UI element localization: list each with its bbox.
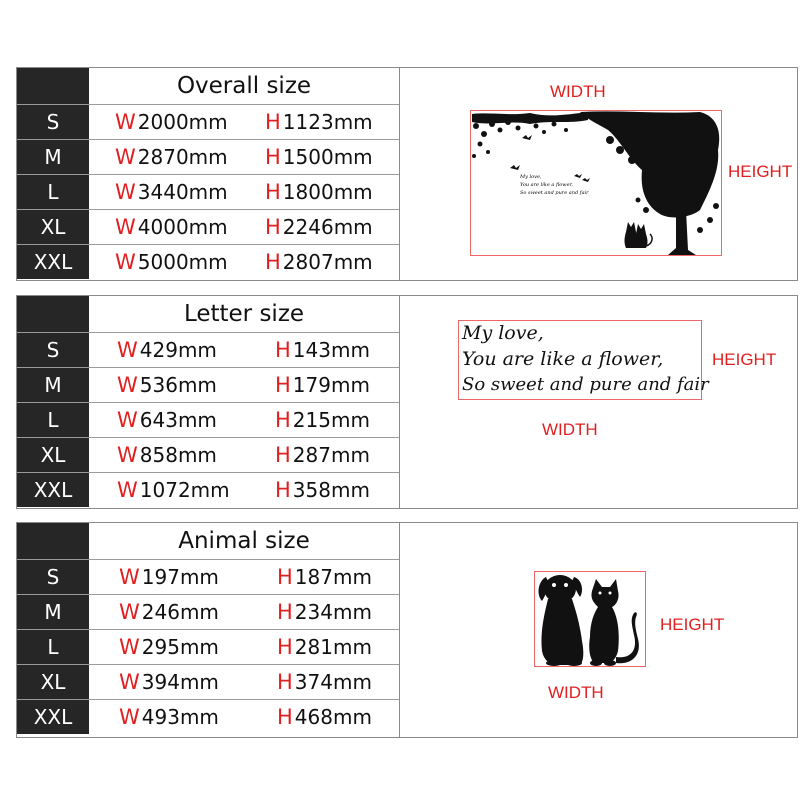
height-letter: H <box>265 180 281 204</box>
table-row <box>17 244 399 279</box>
size-label: M <box>17 140 89 174</box>
height-letter: H <box>277 670 293 694</box>
height-label: HEIGHT <box>660 615 725 634</box>
width-label: WIDTH <box>548 683 604 702</box>
table-row <box>17 699 399 734</box>
height-letter: H <box>275 338 291 362</box>
width-value: 643mm <box>139 408 217 432</box>
table-row <box>17 559 399 594</box>
width-value: 394mm <box>141 670 219 694</box>
overall-illustration <box>399 68 797 280</box>
height-value: 187mm <box>294 565 372 589</box>
animal-size-panel <box>16 522 798 738</box>
width-letter: W <box>115 180 136 204</box>
height-value: 281mm <box>294 635 372 659</box>
dimension-cell <box>89 403 399 437</box>
size-label: S <box>17 105 89 139</box>
height-label: HEIGHT <box>712 350 777 369</box>
table-row <box>17 664 399 699</box>
table-row <box>17 472 399 507</box>
height-value: 2246mm <box>282 215 373 239</box>
table-row <box>17 209 399 244</box>
width-letter: W <box>115 215 136 239</box>
width-letter: W <box>119 635 140 659</box>
table-header-row <box>17 523 399 559</box>
width-value: 536mm <box>139 373 217 397</box>
height-letter: H <box>265 110 281 134</box>
height-value: 1123mm <box>282 110 373 134</box>
size-label: XL <box>17 665 89 699</box>
height-letter: H <box>265 215 281 239</box>
width-value: 295mm <box>141 635 219 659</box>
height-value: 143mm <box>292 338 370 362</box>
size-label: M <box>17 595 89 629</box>
dimension-cell <box>89 105 399 139</box>
table-row <box>17 174 399 209</box>
width-value: 5000mm <box>137 250 228 274</box>
overall-size-panel <box>16 67 798 281</box>
height-letter: H <box>275 478 291 502</box>
height-letter: H <box>265 250 281 274</box>
letter-illustration <box>399 296 797 508</box>
width-value: 197mm <box>141 565 219 589</box>
width-letter: W <box>119 600 140 624</box>
letter-line: You are like a flower, <box>462 348 664 370</box>
width-letter: W <box>119 670 140 694</box>
mini-text-line: You are like a flower, <box>520 182 573 188</box>
height-value: 2807mm <box>282 250 373 274</box>
size-label: XXL <box>17 473 89 507</box>
table-row <box>17 104 399 139</box>
size-label: L <box>17 403 89 437</box>
letter-size-table <box>17 296 399 508</box>
height-letter: H <box>277 635 293 659</box>
width-letter: W <box>117 338 138 362</box>
height-value: 374mm <box>294 670 372 694</box>
size-label: XL <box>17 438 89 472</box>
size-label: L <box>17 175 89 209</box>
height-value: 179mm <box>292 373 370 397</box>
width-value: 1072mm <box>139 478 230 502</box>
width-letter: W <box>115 145 136 169</box>
letter-line: My love, <box>462 322 544 344</box>
width-value: 2870mm <box>137 145 228 169</box>
height-letter: H <box>275 373 291 397</box>
letter-size-title: Letter size <box>183 301 305 327</box>
size-label: S <box>17 333 89 367</box>
size-header-cell <box>17 68 89 104</box>
height-letter: H <box>275 408 291 432</box>
size-label: M <box>17 368 89 402</box>
size-label: S <box>17 560 89 594</box>
size-label: XXL <box>17 245 89 279</box>
dog-and-cat-silhouette-image <box>534 571 646 667</box>
animal-size-title: Animal size <box>178 528 310 554</box>
width-value: 3440mm <box>137 180 228 204</box>
width-letter: W <box>115 110 136 134</box>
table-row <box>17 437 399 472</box>
height-letter: H <box>277 565 293 589</box>
height-value: 287mm <box>292 443 370 467</box>
table-header-row <box>17 68 399 104</box>
letter-line: So sweet and pure and fair <box>462 374 709 395</box>
width-letter: W <box>119 565 140 589</box>
tree-wall-decal-image <box>470 110 722 256</box>
size-label: XL <box>17 210 89 244</box>
dimension-cell <box>89 595 399 629</box>
width-label: WIDTH <box>542 420 598 439</box>
letter-size-panel <box>16 295 798 509</box>
height-value: 1500mm <box>282 145 373 169</box>
width-letter: W <box>117 443 138 467</box>
width-value: 2000mm <box>137 110 228 134</box>
size-header-cell <box>17 523 89 559</box>
size-label: XXL <box>17 700 89 734</box>
table-row <box>17 594 399 629</box>
height-letter: H <box>277 705 293 729</box>
dimension-cell <box>89 665 399 699</box>
height-value: 358mm <box>292 478 370 502</box>
mini-text-line: My love, <box>520 174 542 180</box>
dimension-cell <box>89 368 399 402</box>
dimension-cell <box>89 175 399 209</box>
width-label: WIDTH <box>550 82 606 101</box>
table-row <box>17 402 399 437</box>
width-letter: W <box>115 250 136 274</box>
dimension-cell <box>89 560 399 594</box>
dimension-cell <box>89 630 399 664</box>
width-value: 429mm <box>139 338 217 362</box>
height-value: 234mm <box>294 600 372 624</box>
width-value: 4000mm <box>137 215 228 239</box>
width-value: 493mm <box>141 705 219 729</box>
width-letter: W <box>119 705 140 729</box>
dimension-cell <box>89 438 399 472</box>
animal-illustration <box>399 523 797 737</box>
table-row <box>17 367 399 402</box>
animal-size-table <box>17 523 399 737</box>
width-value: 246mm <box>141 600 219 624</box>
dimension-cell <box>89 333 399 367</box>
overall-size-title: Overall size <box>176 73 312 99</box>
size-label: L <box>17 630 89 664</box>
height-value: 1800mm <box>282 180 373 204</box>
height-value: 468mm <box>294 705 372 729</box>
table-row <box>17 139 399 174</box>
table-row <box>17 629 399 664</box>
table-header-row <box>17 296 399 332</box>
height-letter: H <box>275 443 291 467</box>
letter-text-block <box>462 320 709 398</box>
dimension-cell <box>89 245 399 279</box>
width-letter: W <box>117 373 138 397</box>
table-row <box>17 332 399 367</box>
mini-text-line: So sweet and pure and fair <box>520 190 589 196</box>
height-letter: H <box>265 145 281 169</box>
height-letter: H <box>277 600 293 624</box>
height-label: HEIGHT <box>728 162 793 181</box>
dimension-cell <box>89 140 399 174</box>
dimension-cell <box>89 210 399 244</box>
width-letter: W <box>117 478 138 502</box>
overall-size-table <box>17 68 399 280</box>
width-value: 858mm <box>139 443 217 467</box>
size-header-cell <box>17 296 89 332</box>
height-value: 215mm <box>292 408 370 432</box>
dimension-cell <box>89 473 399 507</box>
width-letter: W <box>117 408 138 432</box>
dimension-cell <box>89 700 399 734</box>
